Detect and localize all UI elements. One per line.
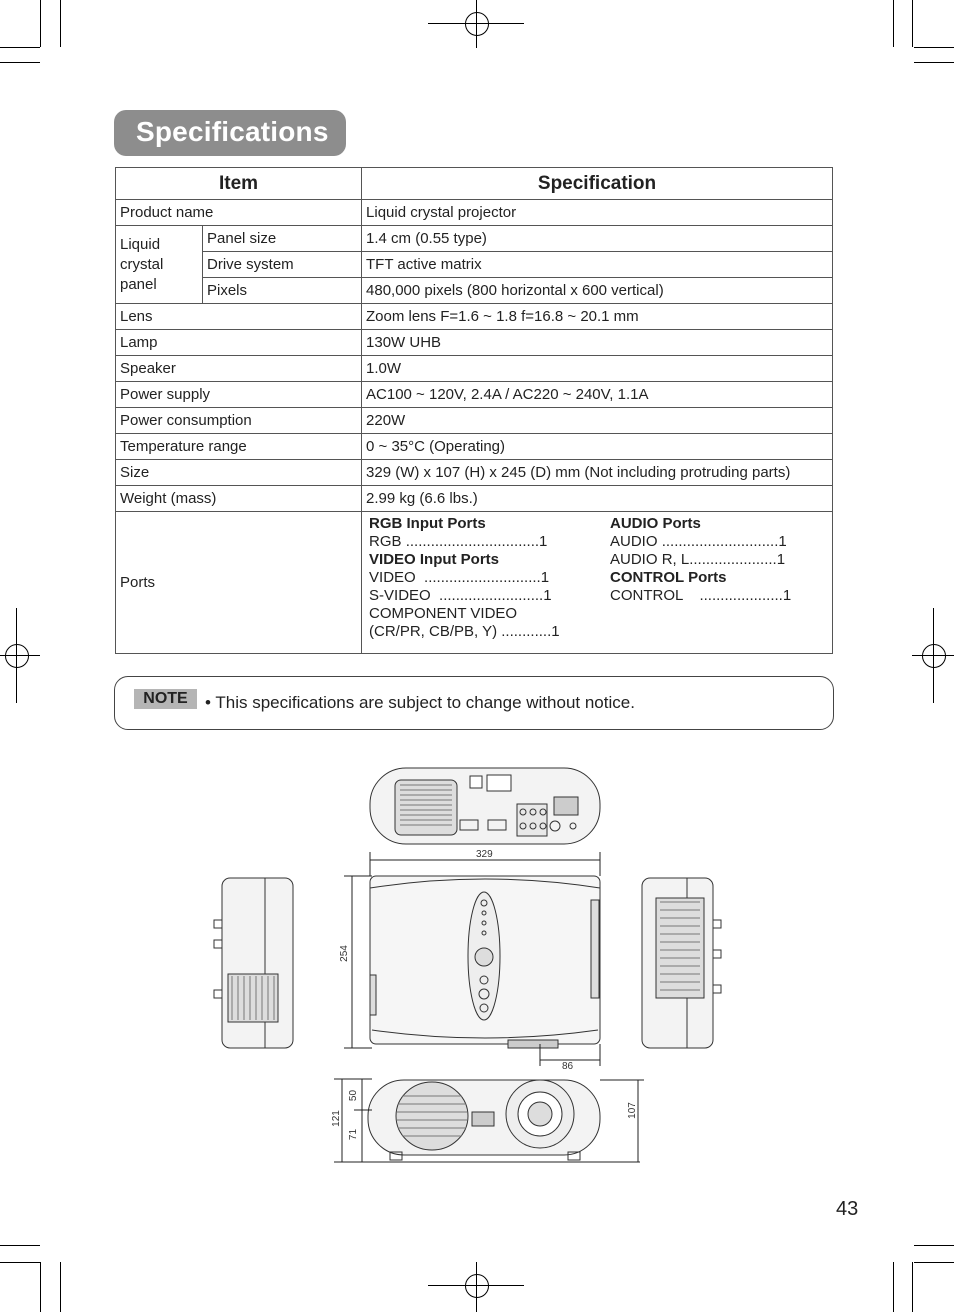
row-value: 2.99 kg (6.6 lbs.) <box>362 486 833 512</box>
rgb-port: RGB ................................1 <box>369 532 548 550</box>
projector-rear-view <box>370 768 600 844</box>
audio-port: AUDIO ............................1 <box>610 532 787 550</box>
note-badge: NOTE <box>134 689 197 709</box>
note-text: • This specifications are subject to change without notice. <box>205 693 635 712</box>
video-port: VIDEO ............................1 <box>369 568 550 586</box>
row-item: Drive system <box>203 252 362 278</box>
video-ports-title: VIDEO Input Ports <box>369 550 500 568</box>
component-port: COMPONENT VIDEO <box>369 604 518 622</box>
row-item: Lens <box>116 304 362 330</box>
row-item: Weight (mass) <box>116 486 362 512</box>
dimension-total-height-label: 121 <box>330 1110 342 1127</box>
rgb-ports-title: RGB Input Ports <box>369 514 486 532</box>
projector-top-view <box>370 876 600 1048</box>
svideo-port: S-VIDEO .........................1 <box>369 586 552 604</box>
dimension-height-label: 107 <box>626 1102 638 1119</box>
row-value: 130W UHB <box>362 330 833 356</box>
row-item: Size <box>116 460 362 486</box>
row-value: AC100 ~ 120V, 2.4A / AC220 ~ 240V, 1.1A <box>362 382 833 408</box>
row-value: 220W <box>362 408 833 434</box>
row-item: Temperature range <box>116 434 362 460</box>
header-specification: Specification <box>362 168 833 200</box>
row-item: Power consumption <box>116 408 362 434</box>
row-item: Pixels <box>203 278 362 304</box>
row-item: Lamp <box>116 330 362 356</box>
row-item: Ports <box>116 512 362 654</box>
dimension-upper-height-label: 50 <box>348 1089 360 1102</box>
row-value: 1.4 cm (0.55 type) <box>362 226 833 252</box>
dimension-lower-height-label: 71 <box>348 1128 360 1141</box>
page-title: Specifications <box>136 116 329 147</box>
row-value: 1.0W <box>362 356 833 382</box>
row-item: Power supply <box>116 382 362 408</box>
row-value: 480,000 pixels (800 horizontal x 600 vertical) <box>362 278 833 304</box>
row-value: 0 ~ 35°C (Operating) <box>362 434 833 460</box>
row-value: TFT active matrix <box>362 252 833 278</box>
row-item: Product name <box>116 200 362 226</box>
dimension-width-label: 329 <box>476 849 493 860</box>
dimension-depth-label: 254 <box>338 945 350 962</box>
row-value: 329 (W) x 107 (H) x 245 (D) mm (Not including protruding parts) <box>362 460 833 486</box>
row-value: Zoom lens F=1.6 ~ 1.8 f=16.8 ~ 20.1 mm <box>362 304 833 330</box>
lcp-group-label: Liquid crystal panel <box>116 226 203 304</box>
control-ports-title: CONTROL Ports <box>610 568 727 586</box>
audio-ports-title: AUDIO Ports <box>610 514 701 532</box>
projector-right-side-view <box>642 878 721 1048</box>
component-port-detail: (CR/PR, CB/PB, Y) ............1 <box>369 622 560 640</box>
row-item: Panel size <box>203 226 362 252</box>
control-port: CONTROL ....................1 <box>610 586 792 604</box>
audio-rl-port: AUDIO R, L.....................1 <box>610 550 786 568</box>
row-item: Speaker <box>116 356 362 382</box>
header-item: Item <box>116 168 362 200</box>
row-value: Liquid crystal projector <box>362 200 833 226</box>
projector-left-side-view <box>214 878 293 1048</box>
page-number: 43 <box>836 1198 859 1220</box>
projector-front-view <box>368 1080 600 1160</box>
dimension-offset-label: 86 <box>562 1061 574 1072</box>
